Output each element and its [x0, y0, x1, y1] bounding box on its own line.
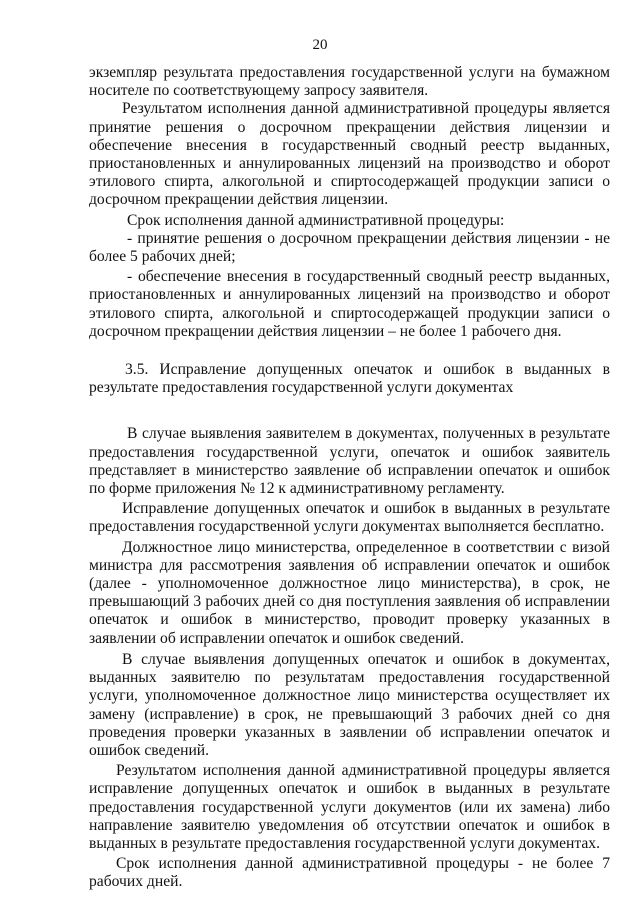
paragraph-document-replacement: В случае выявления допущенных опечаток и ошибок в документах, выданных заявителю по результатам предоставления государственной услуги, уполномоченное должностное лицо министерства осуществляет их замену (исправление) в срок, не превышающий 3 рабочих дней со дня проведения проверки указанных в заявлении об исправлении опечаток и ошибок сведений. — [89, 650, 610, 759]
paragraph-correction-result: Результатом исполнения данной административной процедуры является исправление допущенных опечаток и ошибок в выданных в результате предоставления государственной услуги документов (или их замена) либо направление заявителю уведомления об отсутствии опечаток и ошибок в выданных в результате предоставления государственной услуги документах. — [89, 762, 610, 852]
paragraph-correction-term: Срок исполнения данной административной процедуры - не более 7 рабочих дней. — [89, 855, 610, 891]
list-item-decision-term: - принятие решения о досрочном прекращении действия лицензии - не более 5 рабочих дней; — [89, 229, 610, 266]
section-heading: 3.5. Исправление допущенных опечаток и ошибок в выданных в результате предоставления государственной услуги документах — [89, 361, 610, 397]
paragraph-procedure-result: Результатом исполнения данной административной процедуры является принятие решения о досрочном прекращении действия лицензии и обеспечение внесения в государственный сводный реестр выданных, приостановленных и аннулированных лицензий на производство и оборот этилового спирта, алкогольной и спиртосодержащей продукции записи о досрочном прекращении действия лицензии. — [89, 100, 610, 209]
paragraph-official-check: Должностное лицо министерства, определенное в соответствии с визой министра для рассмотрения заявления об исправлении опечаток и ошибок (далее - уполномоченное должностное лицо министерства), в срок, не превышающий 3 рабочих дней со дня поступления заявления об исправлении опечаток и ошибок в министерство, проводит проверку указанных в заявлении об исправлении опечаток и ошибок сведений. — [89, 538, 610, 647]
document-body — [89, 64, 610, 892]
paragraph-free-correction: Исправление допущенных опечаток и ошибок в выданных в результате предоставления государственной услуги документах выполняется бесплатно. — [89, 500, 610, 536]
paragraph-continuation: экземпляр результата предоставления государственной услуги на бумажном носителе по соответствующему запросу заявителя. — [89, 64, 610, 100]
list-item-registry-term: - обеспечение внесения в государственный сводный реестр выданных, приостановленных и аннулированных лицензий на производство и оборот этилового спирта, алкогольной и спиртосодержащей продукции записи о досрочном прекращении действия лицензии – не более 1 рабочего дня. — [89, 268, 610, 340]
page-number: 20 — [312, 37, 328, 53]
paragraph-procedure-term: Срок исполнения данной административной процедуры: — [127, 211, 505, 229]
paragraph-error-detection: В случае выявления заявителем в документах, полученных в результате предоставления государственной услуги, опечаток и ошибок заявитель представляет в министерство заявление об исправлении опечаток и ошибок по форме приложения № 12 к административному регламенту. — [89, 425, 610, 498]
